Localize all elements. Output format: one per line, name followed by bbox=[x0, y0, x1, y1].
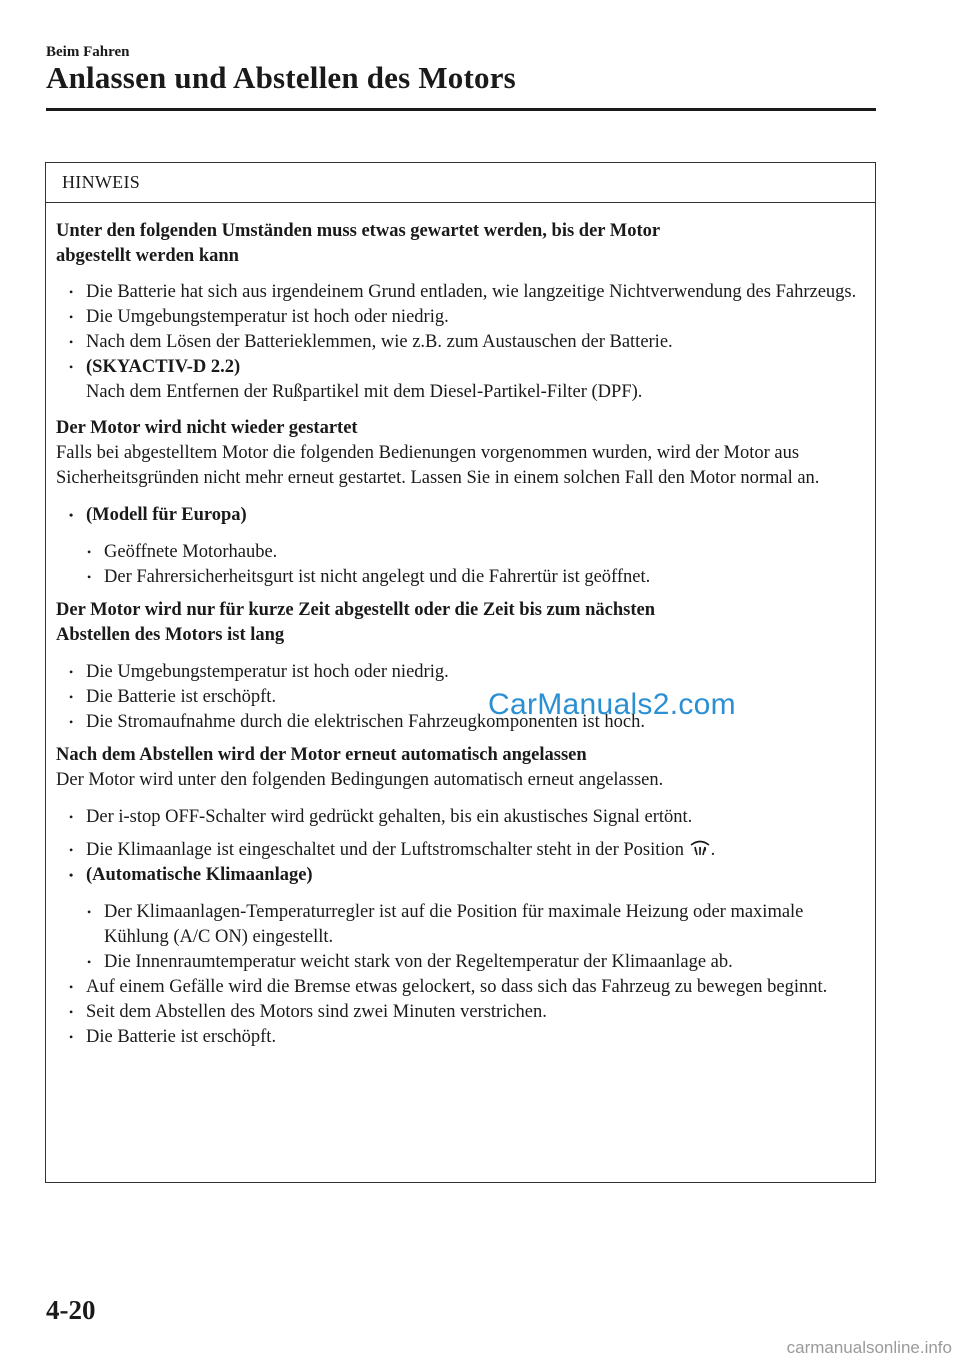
footer-site: carmanualsonline.info bbox=[786, 1338, 952, 1357]
paragraph-no-restart: Falls bei abgestelltem Motor die folgenden Bedienungen vorgenommen wurden, wird der Motor aus Sicherheitsgründen nicht mehr erneut gestartet. Lassen Sie in einem solchen Fall den Motor normal an. bbox=[56, 443, 820, 488]
list-item: • (Automatische Klimaanlage) bbox=[56, 863, 865, 888]
page-number: 4-20 bbox=[46, 1295, 96, 1325]
list-item: • (SKYACTIV-D 2.2) Nach dem Entfernen der Rußpartikel mit dem Diesel-Partikel-Filter (DPF). bbox=[56, 355, 865, 405]
list-item: • Nach dem Lösen der Batterieklemmen, wie z.B. zum Austauschen der Batterie. bbox=[56, 330, 865, 355]
list-item: • Die Batterie ist erschöpft. bbox=[56, 1025, 865, 1050]
note-body bbox=[46, 203, 875, 1050]
list-item: • Auf einem Gefälle wird die Bremse etwas gelockert, so dass sich das Fahrzeug zu bewegen beginnt. bbox=[56, 975, 865, 1000]
sublist-automatic-ac bbox=[56, 900, 865, 975]
title-rule bbox=[46, 108, 876, 111]
section-label: Beim Fahren bbox=[46, 44, 130, 60]
list-auto-restart-3 bbox=[56, 975, 865, 1050]
list-short-stop bbox=[56, 660, 865, 735]
list-item: • Die Stromaufnahme durch die elektrischen Fahrzeugkomponenten ist hoch. bbox=[56, 710, 865, 735]
list-item: • Der Fahrersicherheitsgurt ist nicht angelegt und die Fahrertür ist geöffnet. bbox=[56, 565, 865, 590]
list-no-restart bbox=[56, 503, 865, 528]
list-item: • Der Klimaanlagen-Temperaturregler ist auf die Position für maximale Heizung oder maximale Kühlung (A/C ON) eingestellt. bbox=[56, 900, 865, 950]
heading-short-stop: Der Motor wird nur für kurze Zeit abgestellt oder die Zeit bis zum nächsten Abstellen des Motors ist lang bbox=[56, 600, 655, 645]
note-label: HINWEIS bbox=[46, 163, 875, 203]
watermark-logo: CarManuals2.com bbox=[488, 688, 736, 721]
list-item: • Geöffnete Motorhaube. bbox=[56, 540, 865, 565]
heading-no-restart: Der Motor wird nicht wieder gestartet bbox=[56, 418, 358, 438]
list-item: • Die Umgebungstemperatur ist hoch oder niedrig. bbox=[56, 660, 865, 685]
list-item: • (Modell für Europa) bbox=[56, 503, 865, 528]
list-item: • Die Klimaanlage ist eingeschaltet und der Luftstromschalter steht in der Position . bbox=[56, 838, 865, 863]
list-item: • Die Umgebungstemperatur ist hoch oder niedrig. bbox=[56, 305, 865, 330]
list-item: • Die Innenraumtemperatur weicht stark von der Regeltemperatur der Klimaanlage ab. bbox=[56, 950, 865, 975]
paragraph-auto-restart: Der Motor wird unter den folgenden Bedingungen automatisch erneut angelassen. bbox=[56, 770, 664, 790]
list-item: • Der i-stop OFF-Schalter wird gedrückt gehalten, bis ein akustisches Signal ertönt. bbox=[56, 805, 865, 830]
heading-wait-before-stop: Unter den folgenden Umständen muss etwas gewartet werden, bis der Motor abgestellt werden kann bbox=[56, 221, 661, 266]
defroster-icon bbox=[689, 839, 711, 857]
list-item: • Die Batterie hat sich aus irgendeinem Grund entladen, wie langzeitige Nichtverwendung des Fahrzeugs. bbox=[56, 280, 865, 305]
note-box bbox=[45, 162, 876, 1183]
list-item: • Seit dem Abstellen des Motors sind zwei Minuten verstrichen. bbox=[56, 1000, 865, 1025]
list-item: • Die Batterie ist erschöpft. bbox=[56, 685, 865, 710]
list-wait-conditions bbox=[56, 280, 865, 405]
list-auto-restart bbox=[56, 805, 865, 830]
sublist-europe bbox=[56, 540, 865, 590]
page-title: Anlassen und Abstellen des Motors bbox=[46, 60, 516, 95]
model-label: (SKYACTIV-D 2.2) bbox=[86, 357, 241, 377]
list-auto-restart-2 bbox=[56, 838, 865, 888]
heading-auto-restart: Nach dem Abstellen wird der Motor erneut automatisch angelassen bbox=[56, 745, 587, 765]
